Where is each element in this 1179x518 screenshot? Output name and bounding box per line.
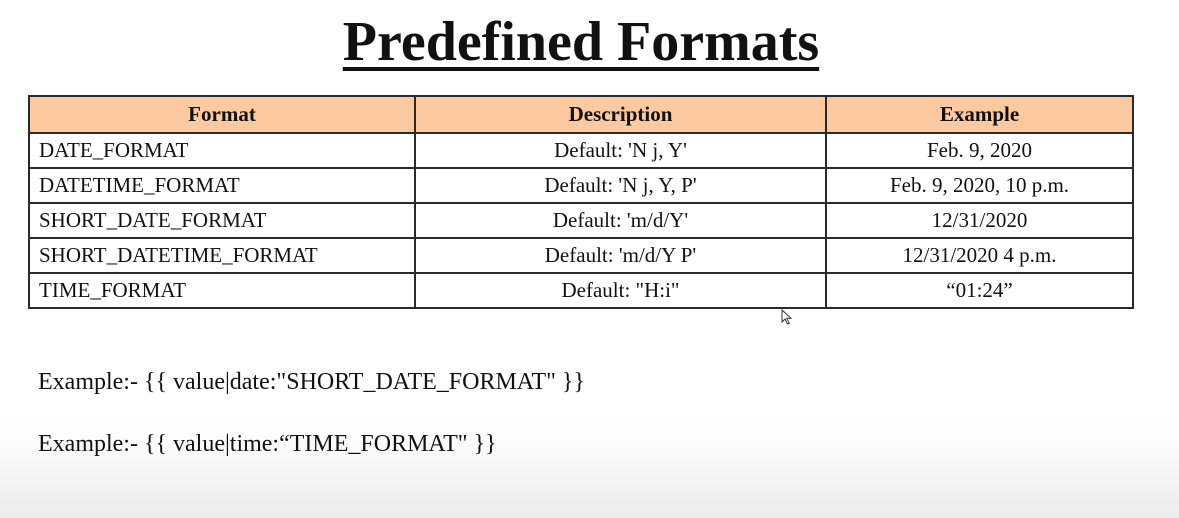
example-cell: Feb. 9, 2020, 10 p.m. bbox=[826, 168, 1133, 203]
slide-title: Predefined Formats bbox=[342, 11, 820, 73]
description-cell: Default: 'N j, Y, P' bbox=[415, 168, 826, 203]
example-date-filter: Example:- {{ value|date:"SHORT_DATE_FORMAT" }} bbox=[38, 369, 585, 395]
table-row bbox=[29, 238, 1133, 273]
formats-table bbox=[28, 95, 1134, 309]
header-description: Description bbox=[415, 96, 826, 133]
format-cell: SHORT_DATETIME_FORMAT bbox=[29, 238, 415, 273]
description-cell: Default: 'm/d/Y' bbox=[415, 203, 826, 238]
format-cell: DATE_FORMAT bbox=[29, 133, 415, 168]
table-row bbox=[29, 168, 1133, 203]
table-row bbox=[29, 273, 1133, 308]
header-format: Format bbox=[29, 96, 415, 133]
format-cell: DATETIME_FORMAT bbox=[29, 168, 415, 203]
example-cell: 12/31/2020 4 p.m. bbox=[826, 238, 1133, 273]
format-cell: TIME_FORMAT bbox=[29, 273, 415, 308]
description-cell: Default: 'm/d/Y P' bbox=[415, 238, 826, 273]
example-cell: “01:24” bbox=[826, 273, 1133, 308]
table-header-row bbox=[29, 96, 1133, 133]
format-cell: SHORT_DATE_FORMAT bbox=[29, 203, 415, 238]
table-row bbox=[29, 133, 1133, 168]
mouse-pointer-icon bbox=[781, 309, 792, 325]
description-cell: Default: 'N j, Y' bbox=[415, 133, 826, 168]
example-time-filter: Example:- {{ value|time:“TIME_FORMAT" }} bbox=[38, 431, 497, 457]
description-cell: Default: "H:i" bbox=[415, 273, 826, 308]
table-row bbox=[29, 203, 1133, 238]
example-cell: 12/31/2020 bbox=[826, 203, 1133, 238]
header-example: Example bbox=[826, 96, 1133, 133]
example-cell: Feb. 9, 2020 bbox=[826, 133, 1133, 168]
